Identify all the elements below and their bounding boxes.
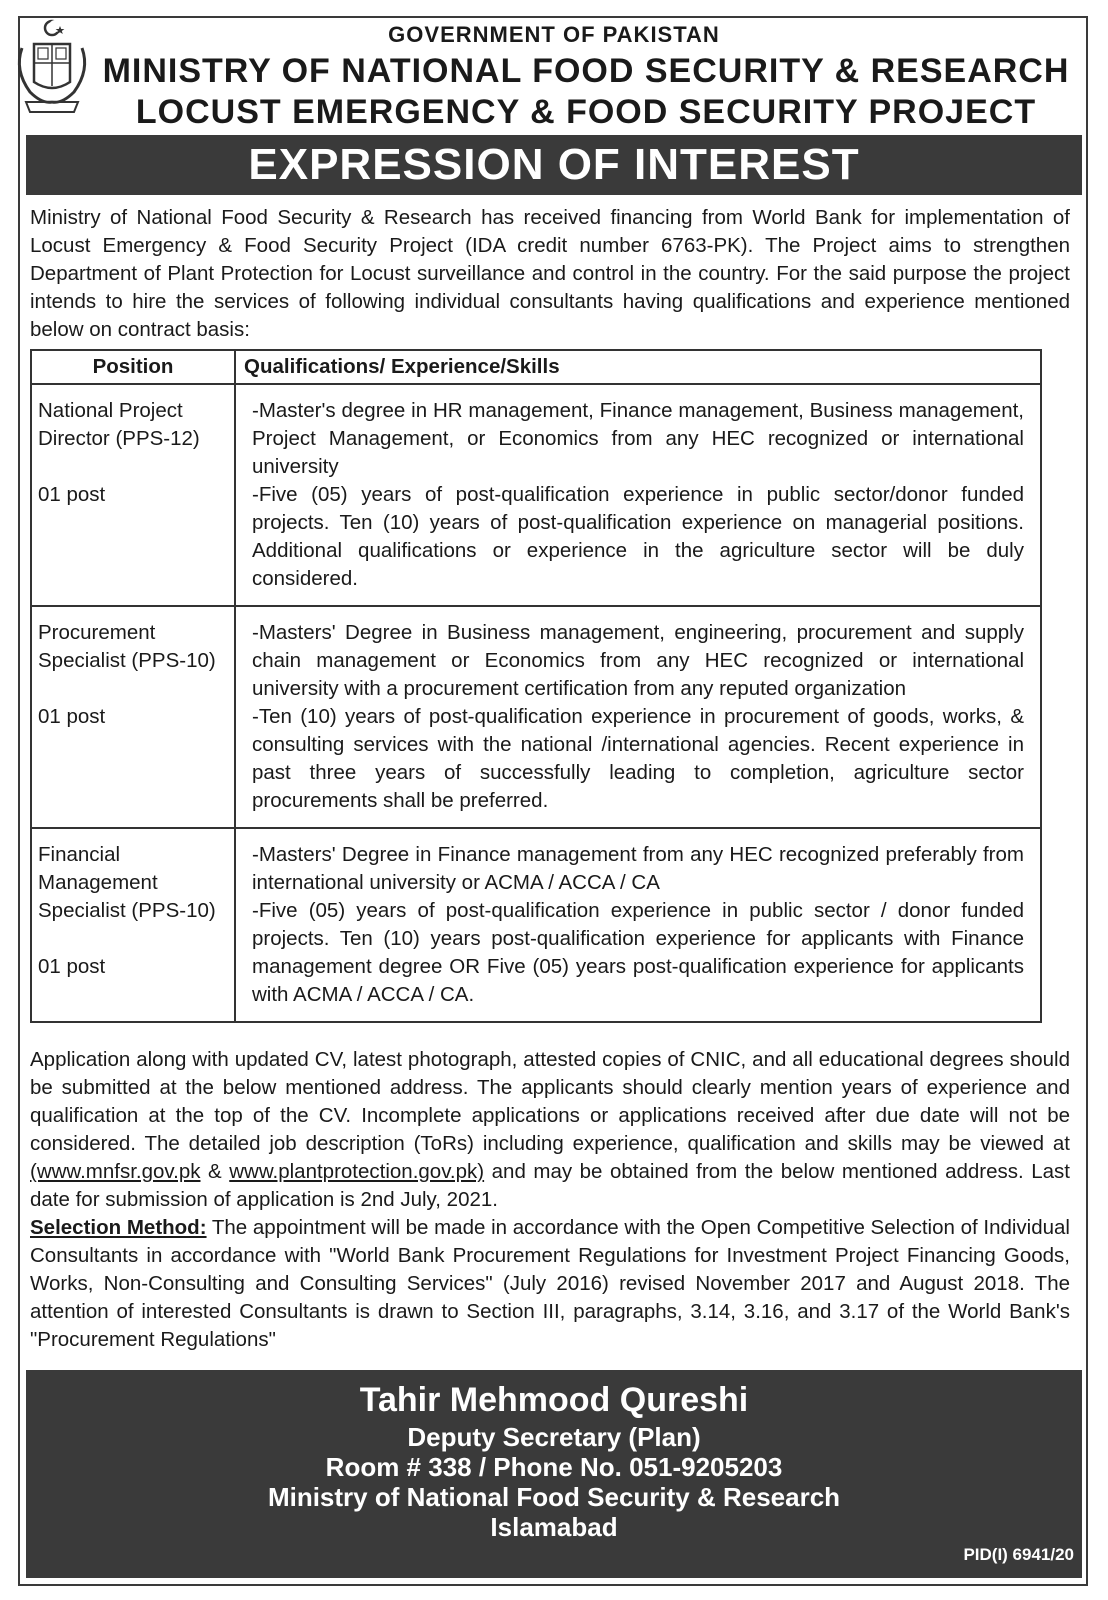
selection-method-text: The appointment will be made in accordance with the Open Competitive Selection of Individual Consultants in accordance with "World Bank Procurement Regulations for Investment Project Financing Goods, Works, Non-Consulting and Consulting Services" (July 2016) revised November 2017 and August 2018. The attention of interested Consultants is drawn to Section III, paragraphs, 3.14, 3.16, and 3.17 of the World Bank's "Procurement Regulations" bbox=[30, 1216, 1070, 1351]
banner-title: EXPRESSION OF INTEREST bbox=[248, 140, 860, 189]
ministry-heading: MINISTRY OF NATIONAL FOOD SECURITY & RESEARCH bbox=[102, 52, 1070, 90]
position-title: Procurement Specialist (PPS-10) bbox=[38, 621, 216, 672]
table-row bbox=[31, 384, 1041, 606]
position-title: National Project Director (PPS-12) bbox=[38, 399, 200, 450]
qualifications-cell bbox=[235, 606, 1041, 828]
signatory-city: Islamabad bbox=[490, 1512, 618, 1542]
position-cell bbox=[31, 384, 235, 606]
table-row bbox=[31, 606, 1041, 828]
position-title: Financial Management Specialist (PPS-10) bbox=[38, 843, 216, 922]
experience-text: -Five (05) years of post-qualification experience in public sector / donor funded projects. Ten (10) years post-qualification experience for applicants with Finance management degree OR Five (05) years post-qualification experience for applicants with ACMA / ACCA / CA. bbox=[252, 899, 1024, 1006]
signatory-title: Deputy Secretary (Plan) bbox=[407, 1422, 701, 1452]
signatory-name: Tahir Mehmood Qureshi bbox=[359, 1381, 749, 1419]
position-cell bbox=[31, 606, 235, 828]
qualification-text: -Masters' Degree in Finance management from any HEC recognized preferably from international university or ACMA / ACCA / CA bbox=[252, 843, 1024, 894]
application-paragraph bbox=[30, 1046, 1070, 1354]
plantprotection-website-link[interactable]: www.plantprotection.gov.pk) bbox=[229, 1160, 485, 1183]
table-row bbox=[31, 828, 1041, 1022]
experience-text: -Ten (10) years of post-qualification experience in procurement of goods, works, & consulting services with the national /international agencies. Recent experience in past three years of successfully leading to completion, agriculture sector procurements shall be preferred. bbox=[252, 705, 1024, 812]
post-count: 01 post bbox=[38, 955, 106, 978]
signatory-ministry: Ministry of National Food Security & Research bbox=[267, 1482, 841, 1512]
mnfsr-website-link[interactable]: (www.mnfsr.gov.pk bbox=[30, 1160, 201, 1183]
qualifications-cell bbox=[235, 384, 1041, 606]
qualifications-column-header: Qualifications/ Experience/Skills bbox=[235, 350, 1041, 384]
link-separator: & bbox=[200, 1160, 230, 1183]
table-header-row bbox=[31, 350, 1041, 384]
application-text: Application along with updated CV, latest photograph, attested copies of CNIC, and all educational degrees should be submitted at the below mentioned address. The applicants should clearly mention years of experience and qualification at the top of the CV. Incomplete applications or applications received after due date will not be considered. The detailed job description (ToRs) including experience, qualification and skills may be viewed at bbox=[30, 1048, 1070, 1155]
signature-block bbox=[26, 1370, 1082, 1578]
expression-of-interest-banner bbox=[26, 135, 1082, 195]
project-heading: LOCUST EMERGENCY & FOOD SECURITY PROJECT bbox=[135, 93, 1037, 131]
qualification-text: -Masters' Degree in Business management, engineering, procurement and supply chain management or Economics from any HEC recognized or international university with a procurement certification from any reputed organization bbox=[252, 621, 1024, 700]
post-count: 01 post bbox=[38, 705, 106, 728]
position-cell bbox=[31, 828, 235, 1022]
contact-room-phone: Room # 338 / Phone No. 051-9205203 bbox=[325, 1452, 783, 1482]
position-column-header: Position bbox=[31, 350, 235, 384]
application-deadline-text: and may be obtained from the below mentioned address. Last date for submission of application is 2nd July, 2021. bbox=[30, 1160, 1070, 1211]
selection-method-label: Selection Method: bbox=[30, 1216, 207, 1239]
post-count: 01 post bbox=[38, 483, 106, 506]
government-heading: GOVERNMENT OF PAKISTAN bbox=[388, 22, 720, 47]
positions-table bbox=[30, 349, 1042, 1023]
pid-number: PID(I) 6941/20 bbox=[963, 1545, 1074, 1564]
qualification-text: -Master's degree in HR management, Finance management, Business management, Project Management, or Economics from any HEC recognized or international university bbox=[252, 399, 1024, 478]
intro-paragraph: Ministry of National Food Security & Research has received financing from World Bank for implementation of Locust Emergency & Food Security Project (IDA credit number 6763-PK). The Project aims to strengthen Department of Plant Protection for Locust surveillance and control in the country. For the said purpose the project intends to hire the services of following individual consultants having qualifications and experience mentioned below on contract basis: bbox=[30, 206, 1070, 341]
qualifications-cell bbox=[235, 828, 1041, 1022]
experience-text: -Five (05) years of post-qualification experience in public sector/donor funded projects. Ten (10) years of post-qualification experience on managerial positions. Additional qualifications or experience in the agriculture sector will be duly considered. bbox=[252, 483, 1024, 590]
